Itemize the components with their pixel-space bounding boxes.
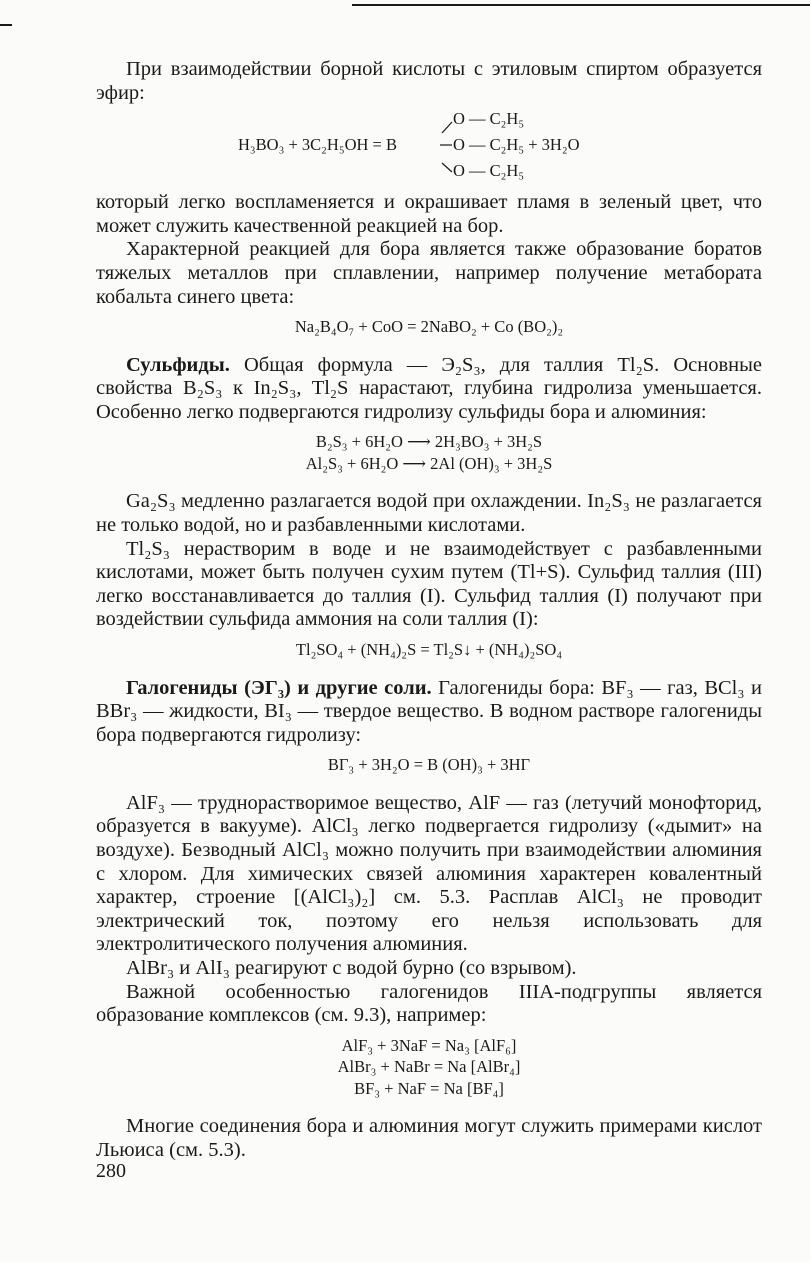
paragraph-albr: AlBr₃ и AlI₃ реагируют с водой бурно (со взрывом). — [126, 956, 577, 979]
ester-mid-group: O — C₂H₅ + 3H₂O — [453, 135, 580, 155]
ester-bonds — [96, 105, 762, 183]
equation-complex-2: AlBr₃ + NaBr = Na [AlBr₄] — [337, 1057, 521, 1077]
page-body — [96, 58, 762, 1162]
equation-hydrolysis-1: B₂S₃ + 6H₂O ⟶ 2H₃BO₃ + 3H₂S — [315, 432, 543, 452]
paragraph-ester-after: который легко воспламеняется и окрашивает пламя в зеленый цвет, что может служить качественной реакцией на бор. — [96, 191, 762, 237]
equations-hydrolysis — [96, 431, 762, 474]
paragraph-intro: При взаимодействии борной кислоты с этиловым спиртом образуется эфир: — [96, 58, 762, 104]
equation-tl: Tl₂SO₄ + (NH₄)₂S = Tl₂S↓ + (NH₄)₂SO₄ — [295, 640, 563, 659]
paragraph-halides — [96, 677, 762, 748]
heading-halides: Галогениды (ЭГ₃) и другие соли. — [126, 676, 432, 699]
ester-bottom-group: O — C₂H₅ — [453, 161, 525, 181]
paragraph-borates: Характерной реакцией для бора является также образование боратов тяжелых металлов при сплавлении, например получение метабората кобальта синего цвета: — [96, 238, 762, 308]
equation-hydrolysis-2: Al₂S₃ + 6H₂O ⟶ 2Al (OH)₃ + 3H₂S — [305, 453, 553, 473]
equation-complex-1: AlF₃ + 3NaF = Na₃ [AlF₆] — [341, 1035, 517, 1055]
equation-complex-3: BF₃ + NaF = Na [BF₄] — [354, 1078, 504, 1098]
halides-text: Галогениды бора: BF₃ — газ, BCl₃ и BBr₃ — жидкости, BI₃ — твердое вещество. В водном растворе галогениды бора подвергаются гидролизу: — [96, 676, 762, 746]
ester-top-group: O — C₂H₅ — [453, 109, 525, 129]
margin-mark — [0, 24, 12, 26]
sulfides-text: Общая формула — Э₂S₃, для таллия Tl₂S. Основные свойства B₂S₃ к In₂S₃, Tl₂S нарастают, глубина гидролиза уменьшается. Особенно легко подвергаются гидролизу сульфиды бора и алюминия: — [96, 353, 762, 423]
equation-borate: Na₂B₄O₇ + CoO = 2NaBO₂ + Co (BO₂)₂ — [294, 317, 564, 337]
paragraph-tl: Tl₂S₃ нерастворим в воде и не взаимодействует с разбавленными кислотами, может быть получен сухим путем (Tl+S). Сульфид таллия (III) легко восстанавливается до таллия (I). Сульфид таллия (I) получают при воздействии сульфида аммония на соли таллия (I): — [96, 537, 762, 631]
paragraph-alf: AlF₃ — труднорастворимое вещество, AlF — газ (летучий монофторид, образуется в вакууме). AlCl₃ легко подвергается гидролизу («дымит» на воздухе). Безводный AlCl₃ можно получить при взаимодействии алюминия с хлором. Для химических связей алюминия характерен ковалентный характер, строение [(AlCl₃)₂] см. 5.3. Расплав AlCl₃ не проводит электрический ток, поэтому его нельзя использовать для электролитического получения алюминия. — [96, 791, 762, 956]
paragraph-complex: Важной особенностью галогенидов IIIA-подгруппы является образование комплексов (см. 9.3), например: — [96, 980, 762, 1027]
paragraph-sulfides — [96, 354, 762, 425]
paragraph-lewis: Многие соединения бора и алюминия могут служить примерами кислот Льюиса (см. 5.3). — [96, 1115, 762, 1161]
paragraph-ga: Ga₂S₃ медленно разлагается водой при охлаждении. In₂S₃ не разлагается не только водой, но и разбавленными кислотами. — [96, 490, 762, 537]
page-number: 280 — [96, 1160, 126, 1182]
equations-complex — [96, 1035, 762, 1100]
heading-sulfides: Сульфиды. — [126, 353, 230, 376]
equation-bg3: BГ₃ + 3H₂O = B (OH)₃ + 3HГ — [327, 755, 531, 775]
top-rule — [352, 4, 810, 6]
ester-left: H₃BO₃ + 3C₂H₅OH = B — [238, 135, 397, 155]
ester-reaction — [96, 105, 762, 183]
